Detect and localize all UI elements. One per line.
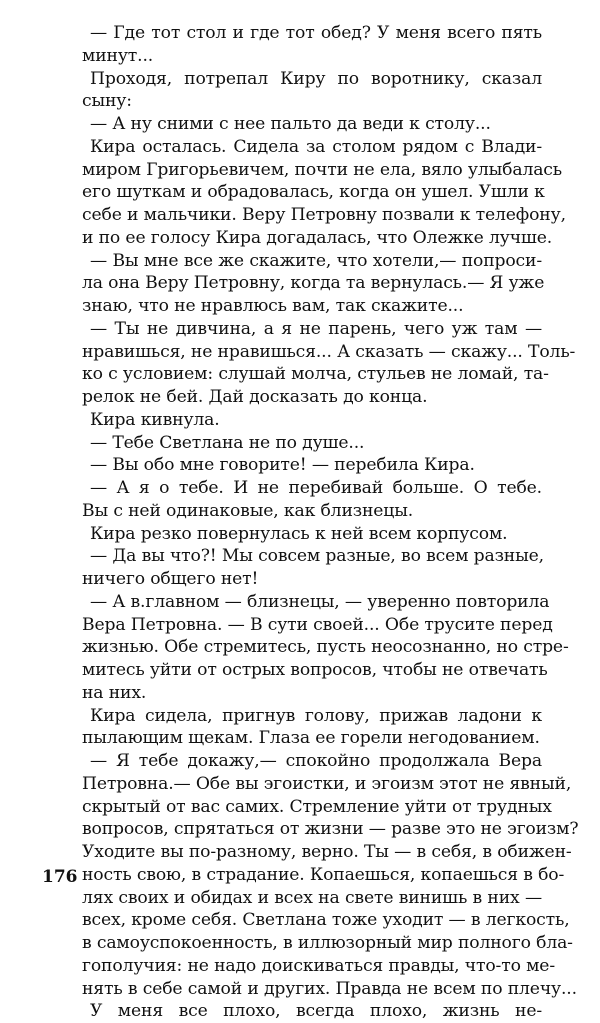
text-line: Вы с ней одинаковые, как близнецы. <box>82 500 414 521</box>
text-line: Уходите вы по-разному, верно. Ты — в себя, в обижен- <box>82 842 572 862</box>
text-line: и по ее голосу Кира догадалась, что Олежке лучше. <box>82 227 553 248</box>
text-line: Вера Петровна. — В сути своей... Обе трусите перед <box>82 614 553 635</box>
text-line: — Вы обо мне говорите! — перебила Кира. <box>90 455 475 476</box>
text-line: релок не бей. Дай досказать до конца. <box>82 387 428 407</box>
text-line: У меня все плохо, всегда плохо, жизнь не- <box>90 1001 542 1022</box>
text-line: митесь уйти от острых вопросов, чтобы не отвечать <box>82 660 548 680</box>
text-line: — Где тот стол и где тот обед? У меня всего пять <box>90 23 542 43</box>
text-line: — Вы мне все же скажите, что хотели,— попроси- <box>90 250 542 271</box>
text-line: — Ты не дивчина, а я не парень, чего уж там — <box>90 318 542 339</box>
text-line: ко с условием: слушай молча, стульев не ломай, та- <box>82 364 549 385</box>
text-line: на них. <box>82 682 147 703</box>
text-line: всех, кроме себя. Светлана тоже уходит — в легкость, <box>82 910 570 931</box>
text-line: — Я тебе докажу,— спокойно продолжала Вера <box>90 751 542 771</box>
text-line: скрытый от вас самих. Стремление уйти от трудных <box>82 796 552 817</box>
text-line: Кира кивнула. <box>90 409 220 430</box>
text-line: ла она Веру Петровну, когда та вернулась.— Я уже <box>82 273 545 294</box>
text-line: жизнью. Обе стремитесь, пусть неосознанно, но стре- <box>82 637 569 658</box>
text-line: знаю, что не нравлюсь вам, так скажите... <box>82 296 464 316</box>
text-line: вопросов, спрятаться от жизни — разве это не эгоизм? <box>82 819 579 840</box>
text-line: себе и мальчики. Веру Петровну позвали к телефону, <box>82 205 566 225</box>
text-line: его шуткам и обрадовалась, когда он ушел. Ушли к <box>82 182 545 203</box>
text-line: миром Григорьевичем, почти не ела, вяло улыбалась <box>82 159 562 180</box>
text-line: лях своих и обидах и всех на свете винишь в них — <box>82 887 542 908</box>
text-line: гополучия: не надо доискиваться правды, что-то ме- <box>82 955 555 976</box>
text-line: — А я о тебе. И не перебивай больше. О тебе. <box>90 478 542 498</box>
text-line: ность свою, в страдание. Копаешься, копаешься в бо- <box>82 864 565 885</box>
text-line: — Да вы что?! Мы совсем разные, во всем разные, <box>90 546 544 567</box>
text-line: Проходя, потрепал Киру по воротнику, сказал <box>90 68 542 89</box>
text-line: Петровна.— Обе вы эгоистки, и эгоизм этот не явный, <box>82 773 572 794</box>
text-line: Кира сидела, пригнув голову, прижав ладони к <box>90 705 542 726</box>
text-line: ничего общего нет! <box>82 569 259 589</box>
text-line: — Тебе Светлана не по душе... <box>90 432 365 453</box>
text-line: нравишься, не нравишься... А сказать — скажу... Толь- <box>82 341 576 362</box>
text-line: в самоуспокоенность, в иллюзорный мир полного бла- <box>82 933 573 953</box>
text-line: — А в.главном — близнецы, — уверенно повторила <box>90 591 550 612</box>
text-line: минут... <box>82 45 154 66</box>
text-line: пылающим щекам. Глаза ее горели негодованием. <box>82 728 540 749</box>
page-body <box>82 22 579 1023</box>
text-line: нять в себе самой и других. Правда не всем по плечу... <box>82 978 577 999</box>
text-line: Кира осталась. Сидела за столом рядом с Влади- <box>90 136 542 157</box>
text-line: — А ну сними с нее пальто да веди к столу... <box>90 114 491 134</box>
text-line: Кира резко повернулась к ней всем корпусом. <box>90 523 508 544</box>
text-line: сыну: <box>82 91 132 112</box>
page-number: 176 <box>42 867 78 887</box>
